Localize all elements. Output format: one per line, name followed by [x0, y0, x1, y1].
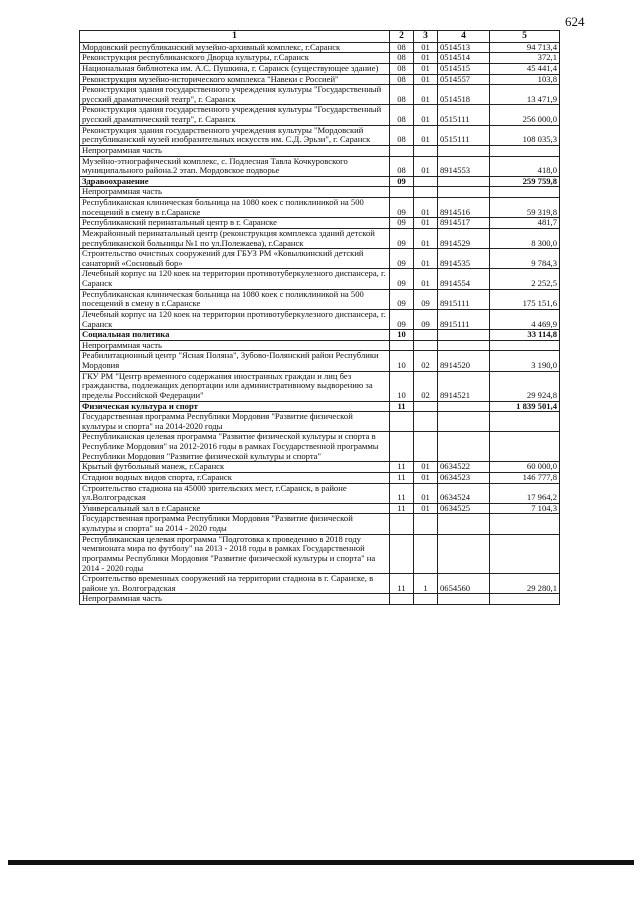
column-header: 2: [390, 31, 414, 43]
row-target-code-cell: 0514515: [438, 63, 490, 74]
row-section-cell: 10: [390, 351, 414, 371]
row-section-cell: [390, 340, 414, 351]
row-amount-cell: 4 469,9: [490, 309, 560, 329]
row-section-cell: [390, 534, 414, 574]
row-name-cell: Республиканская целевая программа "Развитие физической культуры и спорта в Республике Мордовия" на 2012-2016 годы в рамках Государственной программы Республики Мордовия "Развитие физической культуры и спорта": [80, 432, 390, 462]
row-subsection-cell: 01: [414, 105, 438, 125]
row-amount-cell: 17 964,2: [490, 483, 560, 503]
row-name-cell: Реконструкция здания государственного учреждения культуры "Государственный русский драматический театр", г. Саранск: [80, 85, 390, 105]
row-subsection-cell: 01: [414, 198, 438, 218]
row-subsection-cell: 01: [414, 462, 438, 473]
row-section-cell: 10: [390, 330, 414, 341]
row-amount-cell: 29 924,8: [490, 371, 560, 401]
table-row: [80, 330, 560, 341]
row-amount-cell: 94 713,4: [490, 42, 560, 53]
row-section-cell: [390, 145, 414, 156]
table-row: [80, 105, 560, 125]
row-target-code-cell: 0515111: [438, 125, 490, 145]
row-target-code-cell: 8914553: [438, 156, 490, 176]
row-subsection-cell: [414, 145, 438, 156]
table-row: [80, 462, 560, 473]
table-body: [80, 42, 560, 604]
table-row: [80, 514, 560, 534]
row-subsection-cell: 02: [414, 351, 438, 371]
table-row: [80, 340, 560, 351]
row-name-cell: Реконструкция здания государственного учреждения культуры "Мордовский республиканский музей изобразительных искусств им. С.Д. Эрьзи", г. Саранск: [80, 125, 390, 145]
table-row: [80, 198, 560, 218]
row-amount-cell: 259 759,8: [490, 176, 560, 187]
row-subsection-cell: [414, 432, 438, 462]
table-row: [80, 371, 560, 401]
row-name-cell: ГКУ РМ "Центр временного содержания иностранных граждан и лиц без гражданства, подлежащих депортации или административному выдворению за пределы Российской Федерации": [80, 371, 390, 401]
table-row: [80, 42, 560, 53]
row-name-cell: Республиканская клиническая больница на 1080 коек с поликлиникой на 500 посещений в смену в г.Саранске: [80, 198, 390, 218]
row-target-code-cell: [438, 340, 490, 351]
row-target-code-cell: [438, 145, 490, 156]
table-row: [80, 187, 560, 198]
row-target-code-cell: 0634522: [438, 462, 490, 473]
row-amount-cell: 2 252,5: [490, 269, 560, 289]
row-section-cell: 08: [390, 85, 414, 105]
row-name-cell: Универсальный зал в г.Саранске: [80, 503, 390, 514]
row-name-cell: Реконструкция республиканского Дворца культуры, г.Саранск: [80, 53, 390, 64]
row-target-code-cell: 0514557: [438, 74, 490, 85]
row-section-cell: 09: [390, 249, 414, 269]
row-target-code-cell: [438, 534, 490, 574]
row-section-cell: 08: [390, 125, 414, 145]
row-subsection-cell: 01: [414, 85, 438, 105]
table-row: [80, 309, 560, 329]
row-amount-cell: 33 114,8: [490, 330, 560, 341]
table-row: [80, 401, 560, 412]
row-section-cell: 09: [390, 228, 414, 248]
row-amount-cell: 108 035,3: [490, 125, 560, 145]
row-target-code-cell: 8914535: [438, 249, 490, 269]
row-subsection-cell: [414, 594, 438, 605]
row-section-cell: 11: [390, 503, 414, 514]
row-subsection-cell: [414, 514, 438, 534]
scan-edge-bar: [8, 860, 634, 865]
row-section-cell: 08: [390, 53, 414, 64]
row-name-cell: Национальная библиотека им. А.С. Пушкина, г. Саранск (существующее здание): [80, 63, 390, 74]
row-name-cell: Государственная программа Республики Мордовия "Развитие физической культуры и спорта" на 2014-2020 годы: [80, 412, 390, 432]
row-amount-cell: 29 280,1: [490, 574, 560, 594]
row-target-code-cell: 8914521: [438, 371, 490, 401]
row-section-cell: 11: [390, 574, 414, 594]
row-target-code-cell: [438, 187, 490, 198]
row-amount-cell: 3 190,0: [490, 351, 560, 371]
row-amount-cell: 418,0: [490, 156, 560, 176]
row-subsection-cell: [414, 176, 438, 187]
row-amount-cell: 256 000,0: [490, 105, 560, 125]
row-section-cell: 09: [390, 269, 414, 289]
row-subsection-cell: 01: [414, 472, 438, 483]
row-target-code-cell: 8914517: [438, 218, 490, 229]
row-section-cell: [390, 187, 414, 198]
row-target-code-cell: [438, 176, 490, 187]
row-name-cell: Реконструкция музейно-исторического комплекса "Навеки с Россией": [80, 74, 390, 85]
row-section-cell: 08: [390, 63, 414, 74]
row-section-cell: [390, 412, 414, 432]
row-name-cell: Реконструкция здания государственного учреждения культуры "Государственный русский драматический театр", г. Саранск: [80, 105, 390, 125]
table-row: [80, 351, 560, 371]
budget-table: [79, 30, 560, 605]
row-target-code-cell: [438, 401, 490, 412]
row-subsection-cell: [414, 330, 438, 341]
table-row: [80, 125, 560, 145]
row-subsection-cell: 09: [414, 289, 438, 309]
row-name-cell: Строительство стадиона на 45000 зрительских мест, г.Саранск, в районе ул.Волгоградская: [80, 483, 390, 503]
row-amount-cell: [490, 514, 560, 534]
row-subsection-cell: 01: [414, 125, 438, 145]
row-section-cell: 11: [390, 401, 414, 412]
row-target-code-cell: [438, 432, 490, 462]
row-name-cell: Непрограммная часть: [80, 145, 390, 156]
row-amount-cell: 13 471,9: [490, 85, 560, 105]
table-row: [80, 228, 560, 248]
row-name-cell: Мордовский республиканский музейно-архивный комплекс, г.Саранск: [80, 42, 390, 53]
table-row: [80, 472, 560, 483]
row-name-cell: Непрограммная часть: [80, 594, 390, 605]
row-subsection-cell: 01: [414, 74, 438, 85]
table-row: [80, 594, 560, 605]
row-subsection-cell: 01: [414, 218, 438, 229]
row-target-code-cell: [438, 514, 490, 534]
table-row: [80, 432, 560, 462]
row-amount-cell: 8 300,0: [490, 228, 560, 248]
row-subsection-cell: 01: [414, 269, 438, 289]
row-amount-cell: [490, 187, 560, 198]
row-name-cell: Физическая культура и спорт: [80, 401, 390, 412]
row-subsection-cell: [414, 534, 438, 574]
table-row: [80, 503, 560, 514]
row-name-cell: Стадион водных видов спорта, г.Саранск: [80, 472, 390, 483]
row-amount-cell: 103,8: [490, 74, 560, 85]
row-amount-cell: 372,1: [490, 53, 560, 64]
row-target-code-cell: 8915111: [438, 289, 490, 309]
table-row: [80, 176, 560, 187]
row-subsection-cell: [414, 412, 438, 432]
column-header: 4: [438, 31, 490, 43]
column-header: 1: [80, 31, 390, 43]
row-target-code-cell: 0634523: [438, 472, 490, 483]
table-row: [80, 63, 560, 74]
row-name-cell: Здравоохранение: [80, 176, 390, 187]
row-subsection-cell: 01: [414, 503, 438, 514]
row-target-code-cell: 8914529: [438, 228, 490, 248]
row-amount-cell: 9 784,3: [490, 249, 560, 269]
row-section-cell: [390, 594, 414, 605]
row-section-cell: 08: [390, 74, 414, 85]
row-name-cell: Непрограммная часть: [80, 340, 390, 351]
table-row: [80, 218, 560, 229]
row-amount-cell: 60 000,0: [490, 462, 560, 473]
row-target-code-cell: 0515111: [438, 105, 490, 125]
row-subsection-cell: 02: [414, 371, 438, 401]
row-name-cell: Республиканская клиническая больница на 1080 коек с поликлиникой на 500 посещений в смену в г.Саранске: [80, 289, 390, 309]
row-amount-cell: [490, 432, 560, 462]
row-amount-cell: 1 839 501,4: [490, 401, 560, 412]
table-row: [80, 574, 560, 594]
table-row: [80, 145, 560, 156]
table-row: [80, 249, 560, 269]
row-subsection-cell: [414, 401, 438, 412]
row-subsection-cell: 1: [414, 574, 438, 594]
row-subsection-cell: 01: [414, 63, 438, 74]
row-name-cell: Республиканская целевая программа "Подготовка к проведению в 2018 году чемпионата мира по футболу" на 2013 - 2018 годы в рамках Государственной программы Республики Мордовия "Развитие физической культуры и спорта" на 2014 - 2020 годы: [80, 534, 390, 574]
row-section-cell: 09: [390, 309, 414, 329]
row-target-code-cell: 0514514: [438, 53, 490, 64]
row-subsection-cell: [414, 187, 438, 198]
row-amount-cell: 45 441,4: [490, 63, 560, 74]
row-name-cell: Республиканский перинатальный центр в г. Саранске: [80, 218, 390, 229]
row-name-cell: Крытый футбольный манеж, г.Саранск: [80, 462, 390, 473]
row-section-cell: 10: [390, 371, 414, 401]
row-subsection-cell: 01: [414, 249, 438, 269]
table-row: [80, 156, 560, 176]
row-section-cell: 09: [390, 289, 414, 309]
row-section-cell: 11: [390, 483, 414, 503]
row-name-cell: Непрограммная часть: [80, 187, 390, 198]
row-name-cell: Лечебный корпус на 120 коек на территории противотуберкулезного диспансера, г. Саранск: [80, 309, 390, 329]
row-subsection-cell: 01: [414, 42, 438, 53]
row-target-code-cell: [438, 412, 490, 432]
table-row: [80, 85, 560, 105]
row-section-cell: 09: [390, 218, 414, 229]
row-subsection-cell: [414, 340, 438, 351]
row-target-code-cell: 8914520: [438, 351, 490, 371]
row-amount-cell: 59 319,8: [490, 198, 560, 218]
row-amount-cell: 146 777,8: [490, 472, 560, 483]
row-target-code-cell: 0634524: [438, 483, 490, 503]
row-target-code-cell: [438, 330, 490, 341]
table-row: [80, 53, 560, 64]
table-row: [80, 289, 560, 309]
page-number: 624: [565, 14, 585, 29]
row-amount-cell: [490, 340, 560, 351]
row-amount-cell: [490, 412, 560, 432]
row-amount-cell: [490, 534, 560, 574]
row-section-cell: 08: [390, 156, 414, 176]
row-subsection-cell: 01: [414, 156, 438, 176]
column-header: 3: [414, 31, 438, 43]
row-name-cell: Социальная политика: [80, 330, 390, 341]
row-amount-cell: 7 104,3: [490, 503, 560, 514]
row-amount-cell: 175 151,6: [490, 289, 560, 309]
row-name-cell: Строительство очистных сооружений для ГБУЗ РМ «Ковылкинский детский санаторий «Сосновый бор»: [80, 249, 390, 269]
row-subsection-cell: 01: [414, 228, 438, 248]
row-name-cell: Государственная программа Республики Мордовия "Развитие физической культуры и спорта" на 2014 - 2020 годы: [80, 514, 390, 534]
row-name-cell: Лечебный корпус на 120 коек на территории противотуберкулезного диспансера, г. Саранск: [80, 269, 390, 289]
row-target-code-cell: 0514513: [438, 42, 490, 53]
row-name-cell: Реабилитационный центр "Ясная Поляна", Зубово-Полянский район Республики Мордовия: [80, 351, 390, 371]
row-name-cell: Музейно-этнографический комплекс, с. Подлесная Тавла Кочкуровского муниципального района.2 этап. Мордовское подворье: [80, 156, 390, 176]
row-section-cell: 11: [390, 472, 414, 483]
table-row: [80, 483, 560, 503]
row-target-code-cell: 8914554: [438, 269, 490, 289]
row-name-cell: Межрайонный перинатальный центр (реконструкция комплекса зданий детской республиканской больницы №1 по ул.Полежаева), г.Саранск: [80, 228, 390, 248]
row-subsection-cell: 01: [414, 53, 438, 64]
row-amount-cell: [490, 145, 560, 156]
table-row: [80, 74, 560, 85]
row-section-cell: 08: [390, 105, 414, 125]
row-section-cell: 08: [390, 42, 414, 53]
row-target-code-cell: [438, 594, 490, 605]
row-section-cell: 09: [390, 176, 414, 187]
row-section-cell: 11: [390, 462, 414, 473]
row-name-cell: Строительство временных сооружений на территории стадиона в г. Саранске, в районе ул. Волгоградская: [80, 574, 390, 594]
row-target-code-cell: 0654560: [438, 574, 490, 594]
row-amount-cell: [490, 594, 560, 605]
column-header: 5: [490, 31, 560, 43]
row-target-code-cell: 8914516: [438, 198, 490, 218]
table-row: [80, 412, 560, 432]
table-row: [80, 534, 560, 574]
row-target-code-cell: 0634525: [438, 503, 490, 514]
row-section-cell: [390, 432, 414, 462]
table-header-row: [80, 31, 560, 43]
row-target-code-cell: 8915111: [438, 309, 490, 329]
row-target-code-cell: 0514518: [438, 85, 490, 105]
row-subsection-cell: 01: [414, 483, 438, 503]
row-amount-cell: 481,7: [490, 218, 560, 229]
table-row: [80, 269, 560, 289]
row-section-cell: [390, 514, 414, 534]
row-section-cell: 09: [390, 198, 414, 218]
row-subsection-cell: 09: [414, 309, 438, 329]
